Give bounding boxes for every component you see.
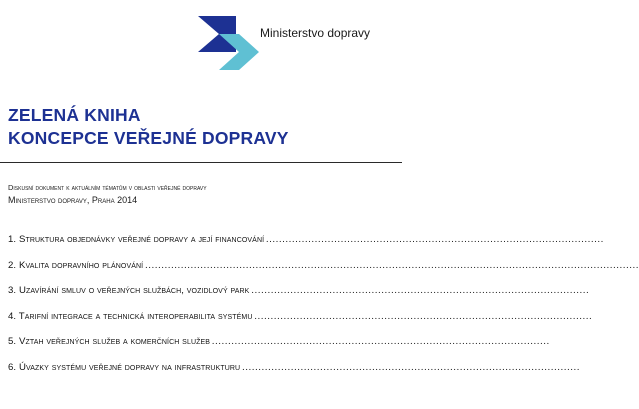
toc-leader-dots: ........................................................................................................................................................ [145,259,639,270]
toc-leader-dots: ........................................................................................................ [251,285,590,296]
document-title [8,104,289,150]
toc-item-3[interactable] [8,285,590,311]
toc-leader-dots: ........................................................................................................ [242,361,581,372]
toc-leader-dots: ........................................................................................................ [266,234,605,244]
title-line-2: KONCEPCE VEŘEJNÉ DOPRAVY [8,128,289,148]
toc-item-label: 4. Tarifní integrace a technická interoperabilita systému [8,310,253,322]
toc-leader-dots: ........................................................................................................ [254,310,593,321]
subtitle-line-1: Diskusní dokument k aktuálním tématům v oblasti veřejné dopravy [8,183,207,192]
toc-item-4[interactable] [8,310,593,337]
toc-item-label: 1. Struktura objednávky veřejné dopravy a její financování [8,234,265,245]
ministry-name: Ministerstvo dopravy [260,26,371,40]
ministry-logo-icon [198,14,260,72]
toc-item-5[interactable] [8,336,551,362]
document-subtitle [8,182,207,206]
toc-item-label: 6. Úvazky systému veřejné dopravy na infrastrukturu [8,361,241,373]
table-of-contents [8,234,639,388]
toc-leader-dots: ........................................................................................................ [212,336,551,347]
toc-item-label: 5. Vztah veřejných služeb a komerčních služeb [8,336,211,348]
subtitle-line-2: Ministerstvo dopravy, Praha 2014 [8,195,138,205]
toc-item-6[interactable] [8,361,581,388]
toc-item-label: 3. Uzavírání smluv o veřejných službách, vozidlový park [8,285,250,297]
toc-item-2[interactable] [8,259,639,286]
title-divider [0,162,402,163]
title-line-1: ZELENÁ KNIHA [8,105,141,125]
toc-item-label: 2. Kvalita dopravního plánování [8,259,144,271]
toc-item-1[interactable] [8,234,605,260]
